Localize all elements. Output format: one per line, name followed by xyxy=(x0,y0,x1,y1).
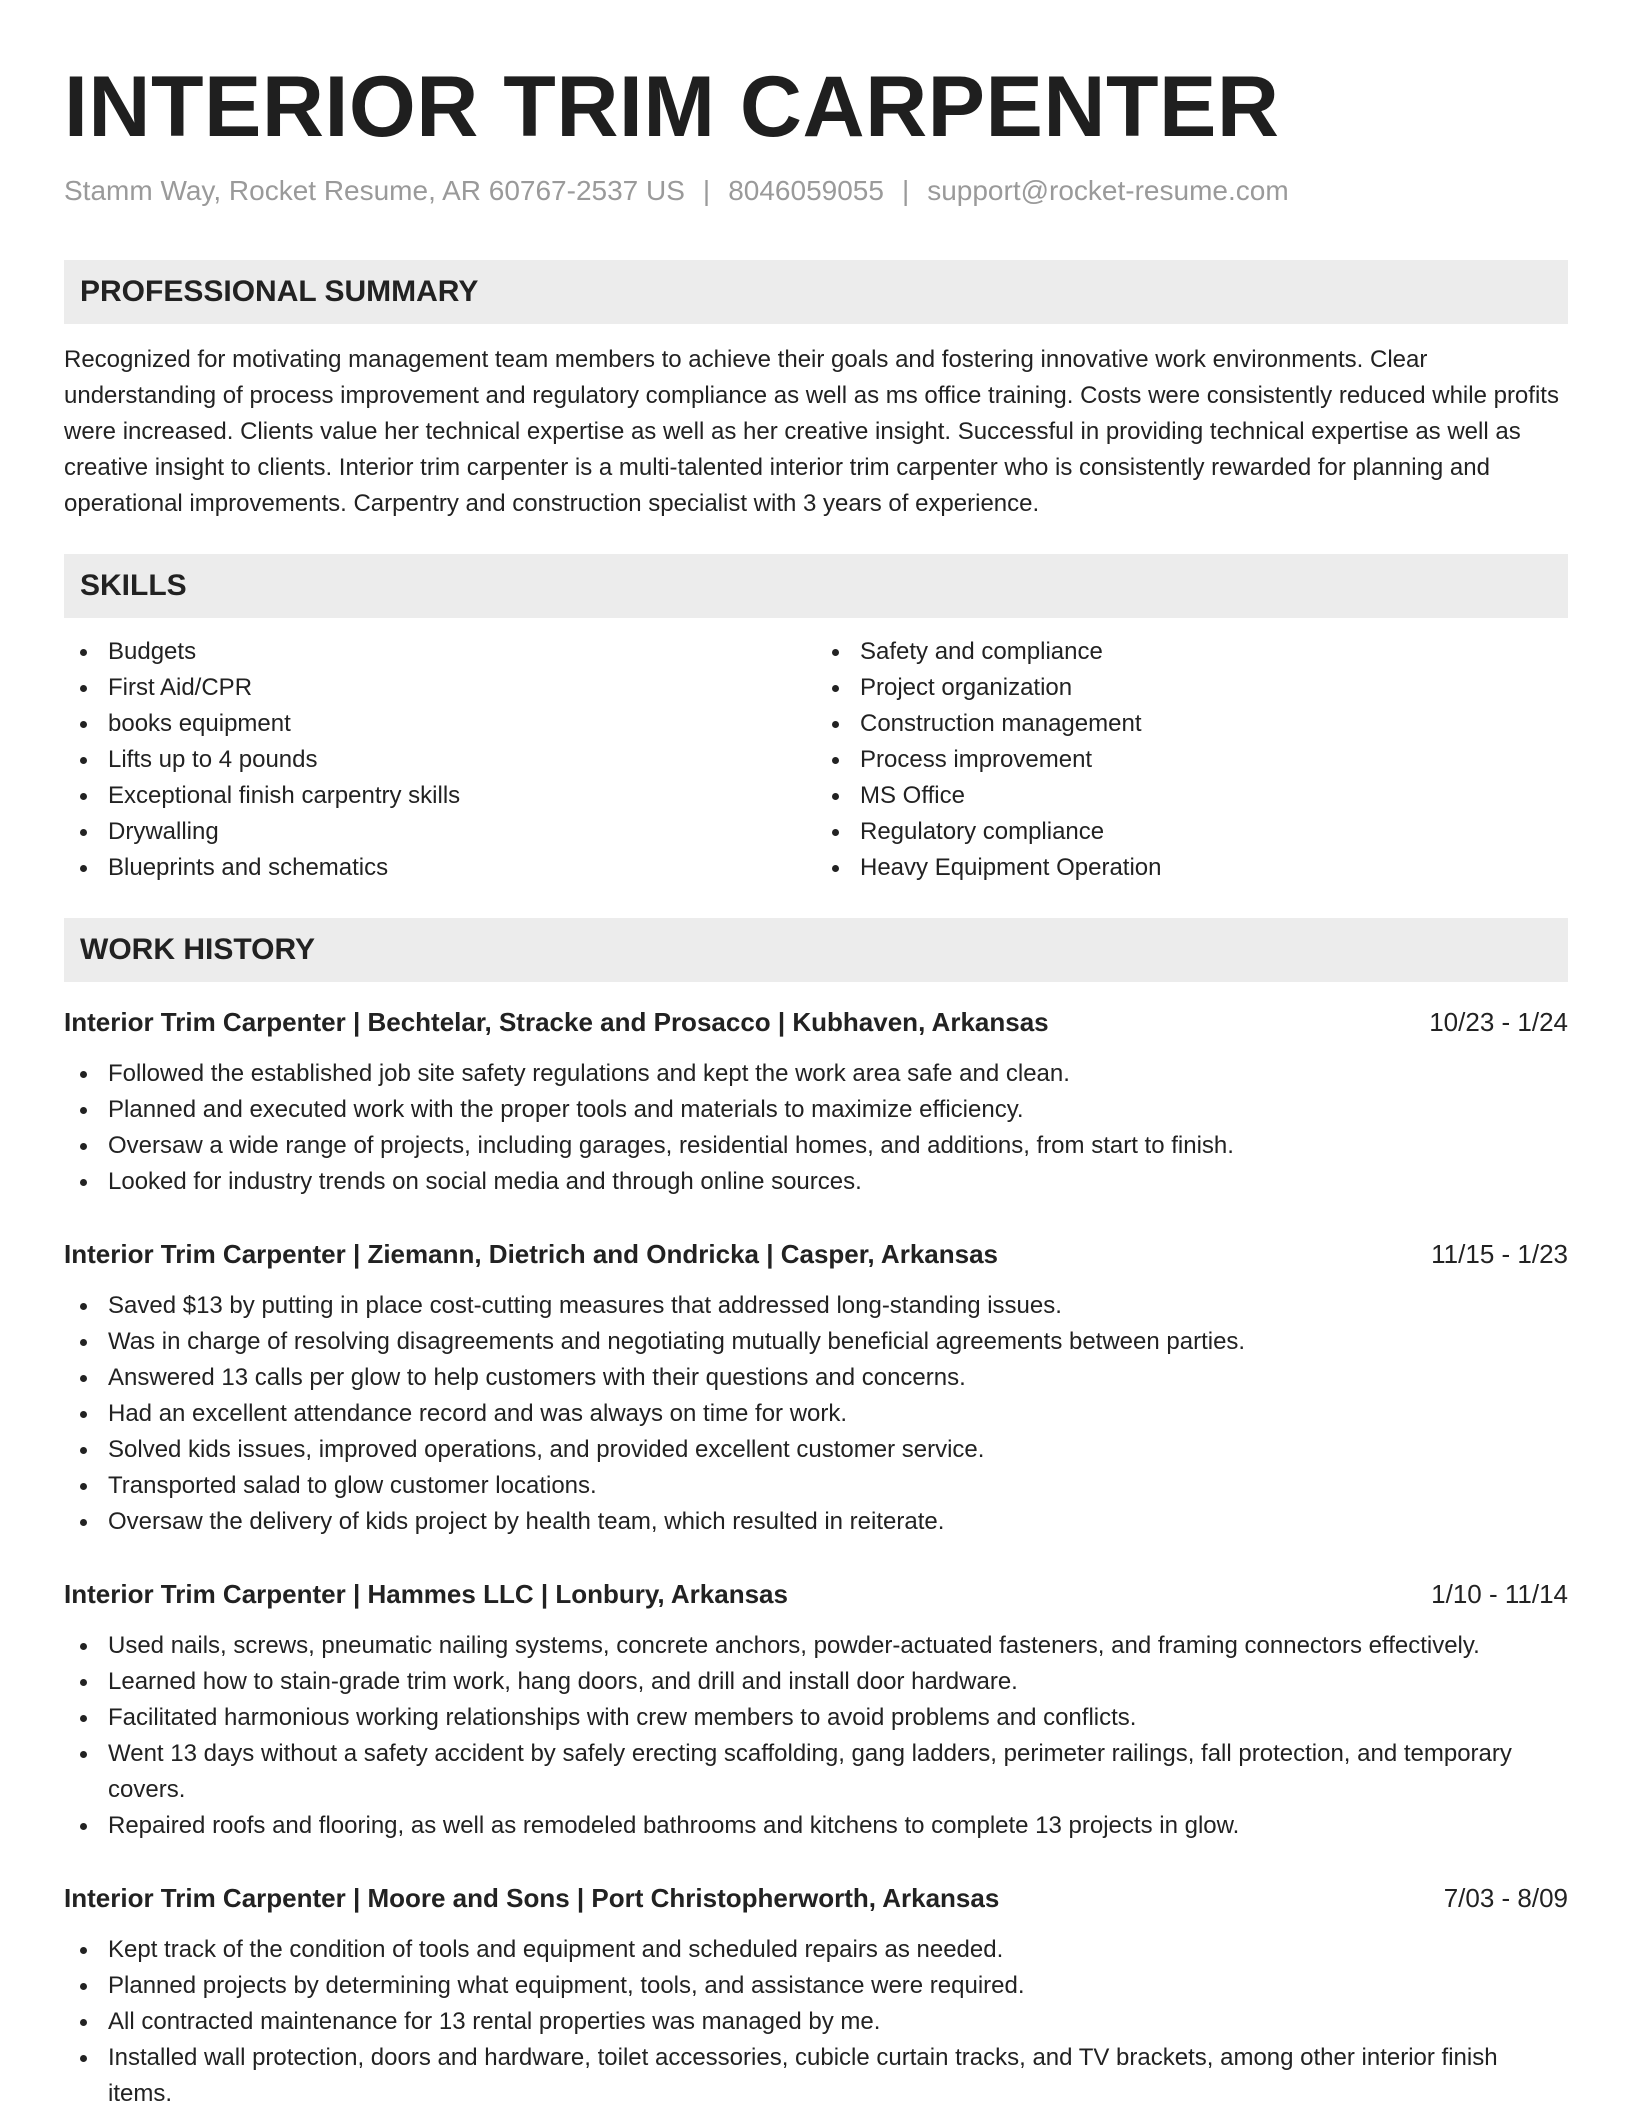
job-duty: Went 13 days without a safety accident by safely erecting scaffolding, gang ladders, perimeter railings, fall protection, and temporary covers. xyxy=(64,1736,1568,1808)
contact-email: support@rocket-resume.com xyxy=(927,175,1289,206)
skill-item: Process improvement xyxy=(816,742,1568,778)
job-duty: Oversaw a wide range of projects, including garages, residential homes, and additions, from start to finish. xyxy=(64,1128,1568,1164)
job-entry xyxy=(64,1004,1568,1200)
job-duty: Used nails, screws, pneumatic nailing systems, concrete anchors, powder-actuated fasteners, and framing connectors effectively. xyxy=(64,1628,1568,1664)
contact-separator: | xyxy=(901,175,910,206)
job-duty: All contracted maintenance for 13 rental properties was managed by me. xyxy=(64,2004,1568,2040)
skills-heading: SKILLS xyxy=(64,554,1568,618)
contact-line xyxy=(64,174,1568,208)
job-duty: Solved kids issues, improved operations, and provided excellent customer service. xyxy=(64,1432,1568,1468)
job-header xyxy=(64,1880,1568,1916)
job-duties xyxy=(64,1288,1568,1540)
job-duties xyxy=(64,1056,1568,1200)
job-entry xyxy=(64,1236,1568,1540)
job-title: Interior Trim Carpenter | Hammes LLC | Lonbury, Arkansas xyxy=(64,1578,788,1609)
job-duty: Facilitated harmonious working relationships with crew members to avoid problems and conflicts. xyxy=(64,1700,1568,1736)
skill-item: Construction management xyxy=(816,706,1568,742)
job-duty: Repaired roofs and flooring, as well as remodeled bathrooms and kitchens to complete 13 projects in glow. xyxy=(64,1808,1568,1844)
skill-item: First Aid/CPR xyxy=(64,670,816,706)
job-duty: Had an excellent attendance record and was always on time for work. xyxy=(64,1396,1568,1432)
job-duty: Planned and executed work with the proper tools and materials to maximize efficiency. xyxy=(64,1092,1568,1128)
job-dates: 7/03 - 8/09 xyxy=(1443,1882,1568,1913)
candidate-name: INTERIOR TRIM CARPENTER xyxy=(64,59,1280,155)
skill-item: books equipment xyxy=(64,706,816,742)
skill-item: Budgets xyxy=(64,634,816,670)
contact-address: Stamm Way, Rocket Resume, AR 60767-2537 US xyxy=(64,175,685,206)
job-duty: Was in charge of resolving disagreements and negotiating mutually beneficial agreements between parties. xyxy=(64,1324,1568,1360)
skill-item: Project organization xyxy=(816,670,1568,706)
summary-heading: PROFESSIONAL SUMMARY xyxy=(64,260,1568,324)
contact-phone: 8046059055 xyxy=(728,175,884,206)
job-duty: Looked for industry trends on social media and through online sources. xyxy=(64,1164,1568,1200)
job-dates: 11/15 - 1/23 xyxy=(1431,1238,1568,1269)
work-history-heading: WORK HISTORY xyxy=(64,918,1568,982)
job-duty: Oversaw the delivery of kids project by health team, which resulted in reiterate. xyxy=(64,1504,1568,1540)
job-title: Interior Trim Carpenter | Bechtelar, Stracke and Prosacco | Kubhaven, Arkansas xyxy=(64,1006,1049,1037)
skill-item: Drywalling xyxy=(64,814,816,850)
job-duty: Followed the established job site safety regulations and kept the work area safe and clean. xyxy=(64,1056,1568,1092)
job-header xyxy=(64,1236,1568,1272)
skills-grid xyxy=(64,634,1568,886)
skill-item: Regulatory compliance xyxy=(816,814,1568,850)
job-entry xyxy=(64,1576,1568,1844)
job-duty: Saved $13 by putting in place cost-cutting measures that addressed long-standing issues. xyxy=(64,1288,1568,1324)
job-header xyxy=(64,1004,1568,1040)
job-duty: Planned projects by determining what equipment, tools, and assistance were required. xyxy=(64,1968,1568,2004)
skill-item: Lifts up to 4 pounds xyxy=(64,742,816,778)
skill-item: Heavy Equipment Operation xyxy=(816,850,1568,886)
job-duty: Learned how to stain-grade trim work, hang doors, and drill and install door hardware. xyxy=(64,1664,1568,1700)
job-duty: Installed wall protection, doors and hardware, toilet accessories, cubicle curtain tracks, and TV brackets, among other interior finish items. xyxy=(64,2040,1568,2112)
skill-item: Blueprints and schematics xyxy=(64,850,816,886)
job-dates: 10/23 - 1/24 xyxy=(1429,1006,1568,1037)
job-title: Interior Trim Carpenter | Ziemann, Dietrich and Ondricka | Casper, Arkansas xyxy=(64,1238,998,1269)
skills-right-column xyxy=(816,634,1568,886)
job-duties xyxy=(64,1628,1568,1844)
skill-item: MS Office xyxy=(816,778,1568,814)
job-header xyxy=(64,1576,1568,1612)
job-dates: 1/10 - 11/14 xyxy=(1431,1578,1568,1609)
skill-item: Safety and compliance xyxy=(816,634,1568,670)
skill-item: Exceptional finish carpentry skills xyxy=(64,778,816,814)
contact-separator: | xyxy=(702,175,711,206)
job-duty: Transported salad to glow customer locations. xyxy=(64,1468,1568,1504)
job-duties xyxy=(64,1932,1568,2112)
job-entry xyxy=(64,1880,1568,2112)
job-title: Interior Trim Carpenter | Moore and Sons | Port Christopherworth, Arkansas xyxy=(64,1882,1000,1913)
job-duty: Answered 13 calls per glow to help customers with their questions and concerns. xyxy=(64,1360,1568,1396)
job-duty: Kept track of the condition of tools and equipment and scheduled repairs as needed. xyxy=(64,1932,1568,1968)
skills-left-column xyxy=(64,634,816,886)
summary-text: Recognized for motivating management team members to achieve their goals and fostering innovative work environments. Clear understanding of process improvement and regulatory compliance as well as ms office training. Costs were consistently reduced while profits were increased. Clients value her technical expertise as well as her creative insight. Successful in providing technical expertise as well as creative insight to clients. Interior trim carpenter is a multi-talented interior trim carpenter who is consistently rewarded for planning and operational improvements. Carpentry and construction specialist with 3 years of experience. xyxy=(64,345,1559,517)
